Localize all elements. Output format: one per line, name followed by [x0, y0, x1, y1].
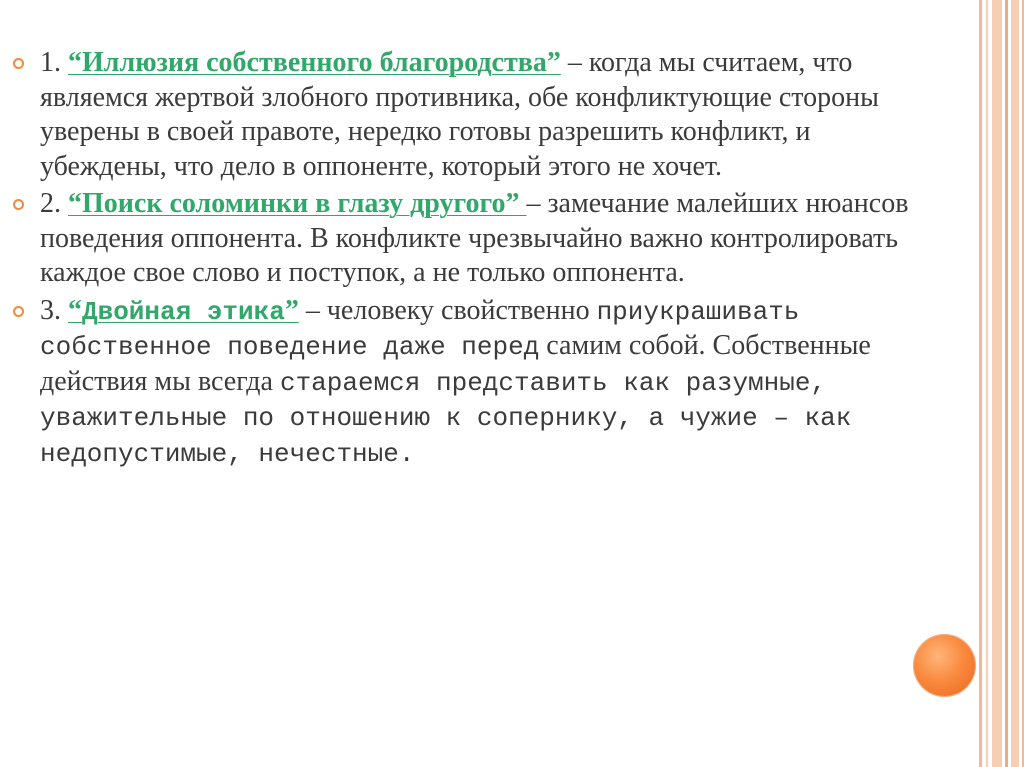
item-dot: .: [54, 294, 68, 326]
term-quote-close: ”: [546, 47, 561, 78]
term-quote-open: “: [68, 188, 82, 219]
term-link[interactable]: Иллюзия собственного благородства: [82, 47, 547, 78]
term-quote-close: ”: [284, 294, 299, 326]
content-list: [40, 46, 920, 474]
item-description: – когда мы считаем, что являемся жертвой злобного противника, обе конфликтующие стороны уверены в своей правоте, нередко готовы разрешить конфликт, и убеждены, что дело в оппоненте, который этого не хочет.: [40, 47, 879, 182]
term-link[interactable]: Поиск соломинки в глазу другого: [82, 188, 506, 219]
bullet-icon: [13, 306, 24, 317]
item-text: [40, 294, 920, 472]
item-description: – человеку свойственно: [298, 294, 597, 326]
bullet-icon: [13, 58, 24, 69]
bullet-icon: [13, 199, 24, 210]
item-number: 2: [40, 188, 54, 219]
list-item-2: [40, 187, 920, 291]
item-description-2: самим собой. Собственные действия мы всегда: [40, 330, 871, 397]
list-item-1: [40, 46, 920, 184]
term-link[interactable]: Двойная этика: [82, 296, 285, 327]
item-dot: .: [54, 47, 68, 78]
term-quote-open: “: [68, 294, 82, 326]
list-item-3: [40, 294, 920, 472]
term-quote-open: “: [68, 47, 82, 78]
stripe: [979, 0, 982, 767]
term-quote-close: ”: [505, 188, 527, 219]
item-text: [40, 187, 920, 291]
item-description-mono-2: стараемся представить как разумные, уважительные по отношению к сопернику, а чужие – как недопустимые, нечестные.: [40, 367, 852, 469]
stripe: [1011, 0, 1019, 767]
item-number: 3: [40, 294, 54, 326]
item-description-mono: приукрашивать собственное поведение даже перед: [40, 296, 800, 362]
decorative-circle-icon: [913, 634, 976, 697]
item-dot: .: [54, 188, 68, 219]
item-description: – замечание малейших нюансов поведения оппонента. В конфликте чрезвычайно важно контролировать каждое свое слово и поступок, а не только оппонента.: [40, 188, 909, 288]
stripe: [992, 0, 1002, 767]
decorative-stripes: [974, 0, 1024, 767]
stripe: [1005, 0, 1008, 767]
item-number: 1: [40, 47, 54, 78]
item-text: [40, 46, 920, 184]
stripe: [986, 0, 988, 767]
